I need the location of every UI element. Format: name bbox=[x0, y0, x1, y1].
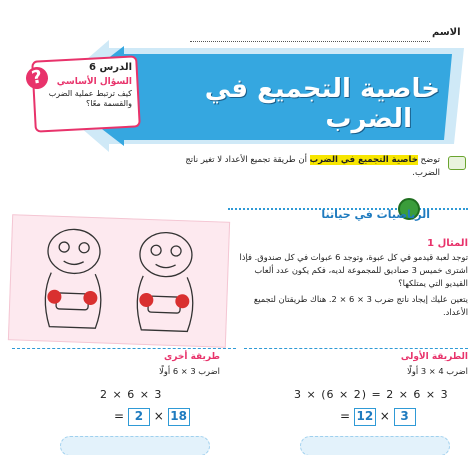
method1-subtitle: اضرب 4 × 3 أولًا bbox=[407, 366, 468, 376]
method1-title: الطريقة الأولى bbox=[400, 352, 468, 362]
method2-times: × bbox=[153, 409, 164, 423]
page-title-line1: خاصية التجميع في bbox=[204, 74, 440, 104]
method2-box-a: 2 bbox=[128, 408, 150, 426]
method2-cloud bbox=[60, 436, 210, 455]
page-title-line2: الضرب bbox=[325, 104, 412, 134]
intro-highlight: خاصية التجميع في الضرب bbox=[309, 155, 418, 165]
method2-result bbox=[114, 408, 224, 426]
example-label: المثال 1 bbox=[427, 238, 468, 249]
method2-equals: = bbox=[114, 409, 125, 423]
essential-question-label: السؤال الأساسي bbox=[56, 77, 132, 87]
key-concept-icon bbox=[448, 156, 466, 170]
intro-suffix: أن طريقة تجميع الأعداد لا تغير ناتج الضرب. bbox=[185, 155, 440, 178]
method1-times: × bbox=[379, 409, 390, 423]
children-drawing bbox=[9, 215, 229, 346]
lesson-number: الدرس 6 bbox=[89, 62, 132, 73]
method2-subtitle: اضرب 3 × 6 أولًا bbox=[159, 366, 220, 376]
method1-divider bbox=[244, 348, 468, 349]
intro-prefix: توضح bbox=[420, 155, 440, 165]
question-mark-icon: ? bbox=[24, 65, 49, 90]
method2-box-b: 18 bbox=[168, 408, 190, 426]
name-label: الاسم bbox=[432, 27, 461, 38]
intro-text bbox=[170, 154, 440, 180]
method1-result bbox=[340, 408, 450, 426]
method1-expression: 3 × (6 × 2) = 2 × 6 × 3 bbox=[294, 388, 449, 401]
method1-equals: = bbox=[340, 409, 351, 423]
method2-divider bbox=[12, 348, 236, 349]
example-text: توجد لعبة قيدمو في كل عبوة، وتوجد 6 عبوات في كل صندوق. فإذا اشترى خميس 3 صناديق للمجموعة لديه، فكم يكون عدد ألعاب القيديو التي يمتلكها؟ bbox=[239, 252, 468, 288]
children-illustration bbox=[8, 214, 230, 348]
method1-cloud bbox=[300, 436, 450, 455]
example-note: يتعين عليك إيجاد ناتج ضرب 3 × 6 × 2. هناك طريقتان لتجميع الأعداد. bbox=[253, 294, 468, 317]
method1-box-a: 12 bbox=[354, 408, 376, 426]
section-title: الرياضيات في حياتنا bbox=[321, 208, 430, 221]
method1-box-b: 3 bbox=[394, 408, 416, 426]
essential-question-text: كيف ترتبط عملية الضرب والقسمة معًا؟ bbox=[48, 89, 132, 108]
method2-expression: 2 × 6 × 3 bbox=[100, 388, 163, 401]
method2-title: طريقة أخرى bbox=[164, 352, 220, 362]
